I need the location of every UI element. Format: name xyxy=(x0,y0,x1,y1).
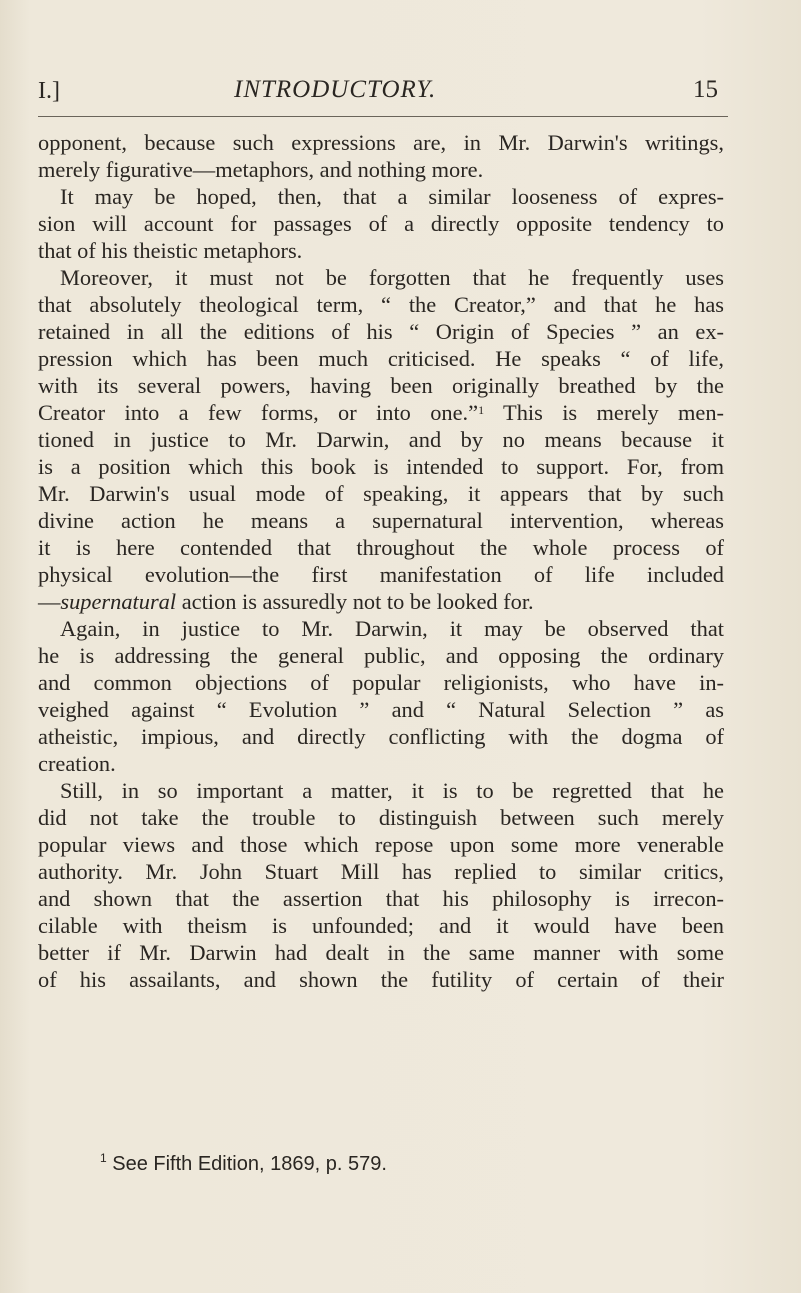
header-rule xyxy=(38,116,728,117)
line-text: divine action he means a supernatural intervention, whereas xyxy=(38,508,724,533)
line-text: opponent, because such expressions are, in Mr. Darwin's writings, xyxy=(38,130,724,155)
line-text: atheistic, impious, and directly conflicting with the dogma of xyxy=(38,724,724,749)
text-line xyxy=(38,399,724,426)
text-line xyxy=(38,480,724,507)
line-text: and common objections of popular religionists, who have in- xyxy=(38,670,724,695)
chapter-marker: I.] xyxy=(38,78,60,104)
text-line xyxy=(38,426,724,453)
line-text: that absolutely theological term, “ the Creator,” and that he has xyxy=(38,292,724,317)
line-text: pression which has been much criticised. He speaks “ of life, xyxy=(38,346,724,371)
line-text: did not take the trouble to distinguish between such merely xyxy=(38,805,724,830)
text-line xyxy=(38,804,724,831)
text-line xyxy=(38,210,724,237)
text-line xyxy=(38,642,724,669)
text-line xyxy=(38,345,724,372)
footnote xyxy=(100,1153,387,1176)
line-text: of his assailants, and shown the futility of certain of their xyxy=(38,967,724,992)
text-line xyxy=(38,885,724,912)
text-line xyxy=(38,156,724,183)
text-line xyxy=(38,453,724,480)
line-text: tioned in justice to Mr. Darwin, and by no means because it xyxy=(38,427,724,452)
line-text: Mr. Darwin's usual mode of speaking, it appears that by such xyxy=(38,481,724,506)
line-text: is a position which this book is intended to support. For, from xyxy=(38,454,724,479)
text-line xyxy=(38,183,724,210)
text-line xyxy=(38,534,724,561)
body-text xyxy=(38,129,724,993)
text-line xyxy=(38,966,724,993)
line-text-continued: This is merely men- xyxy=(484,400,724,425)
running-title: INTRODUCTORY. xyxy=(234,76,437,103)
line-text: Moreover, it must not be forgotten that he frequently uses xyxy=(60,265,724,290)
text-line xyxy=(38,750,724,777)
line-text: popular views and those which repose upon some more venerable xyxy=(38,832,724,857)
page-number: 15 xyxy=(693,76,718,103)
emphasis-text: supernatural xyxy=(60,589,177,614)
line-text: sion will account for passages of a directly opposite tendency to xyxy=(38,211,724,236)
text-line xyxy=(38,777,724,804)
line-text: it is here contended that throughout the whole process of xyxy=(38,535,724,560)
text-line xyxy=(38,723,724,750)
footnote-reference: 1 xyxy=(478,403,485,417)
text-line xyxy=(38,669,724,696)
text-line xyxy=(38,696,724,723)
footnote-marker: 1 xyxy=(100,1151,107,1165)
line-text: creation. xyxy=(38,751,116,776)
line-text-continued: action is assuredly not to be looked for. xyxy=(176,589,534,614)
line-text: he is addressing the general public, and opposing the ordinary xyxy=(38,643,724,668)
text-line xyxy=(38,507,724,534)
text-line xyxy=(38,912,724,939)
line-text: cilable with theism is unfounded; and it would have been xyxy=(38,913,724,938)
line-text: It may be hoped, then, that a similar looseness of expres- xyxy=(60,184,724,209)
text-line xyxy=(38,561,724,588)
line-text: retained in all the editions of his “ Origin of Species ” an ex- xyxy=(38,319,724,344)
line-text: physical evolution—the first manifestation of life included xyxy=(38,562,724,587)
text-line xyxy=(38,831,724,858)
text-line xyxy=(38,588,724,615)
text-line xyxy=(38,615,724,642)
line-text: merely figurative—metaphors, and nothing more. xyxy=(38,157,484,182)
line-text: authority. Mr. John Stuart Mill has replied to similar critics, xyxy=(38,859,724,884)
line-text: Creator into a few forms, or into one.” xyxy=(38,400,479,425)
line-text: with its several powers, having been originally breathed by the xyxy=(38,373,724,398)
line-text: that of his theistic metaphors. xyxy=(38,238,303,263)
line-text: Still, in so important a matter, it is to be regretted that he xyxy=(60,778,724,803)
text-line xyxy=(38,264,724,291)
text-line xyxy=(38,372,724,399)
footnote-text: See Fifth Edition, 1869, p. 579. xyxy=(106,1153,387,1175)
text-line xyxy=(38,237,724,264)
text-line xyxy=(38,129,724,156)
line-text: and shown that the assertion that his philosophy is irrecon- xyxy=(38,886,724,911)
running-header xyxy=(38,74,718,110)
text-line xyxy=(38,858,724,885)
line-text: — xyxy=(38,589,61,614)
text-line xyxy=(38,291,724,318)
line-text: better if Mr. Darwin had dealt in the same manner with some xyxy=(38,940,724,965)
line-text: Again, in justice to Mr. Darwin, it may be observed that xyxy=(60,616,724,641)
text-line xyxy=(38,318,724,345)
text-line xyxy=(38,939,724,966)
line-text: veighed against “ Evolution ” and “ Natural Selection ” as xyxy=(38,697,724,722)
